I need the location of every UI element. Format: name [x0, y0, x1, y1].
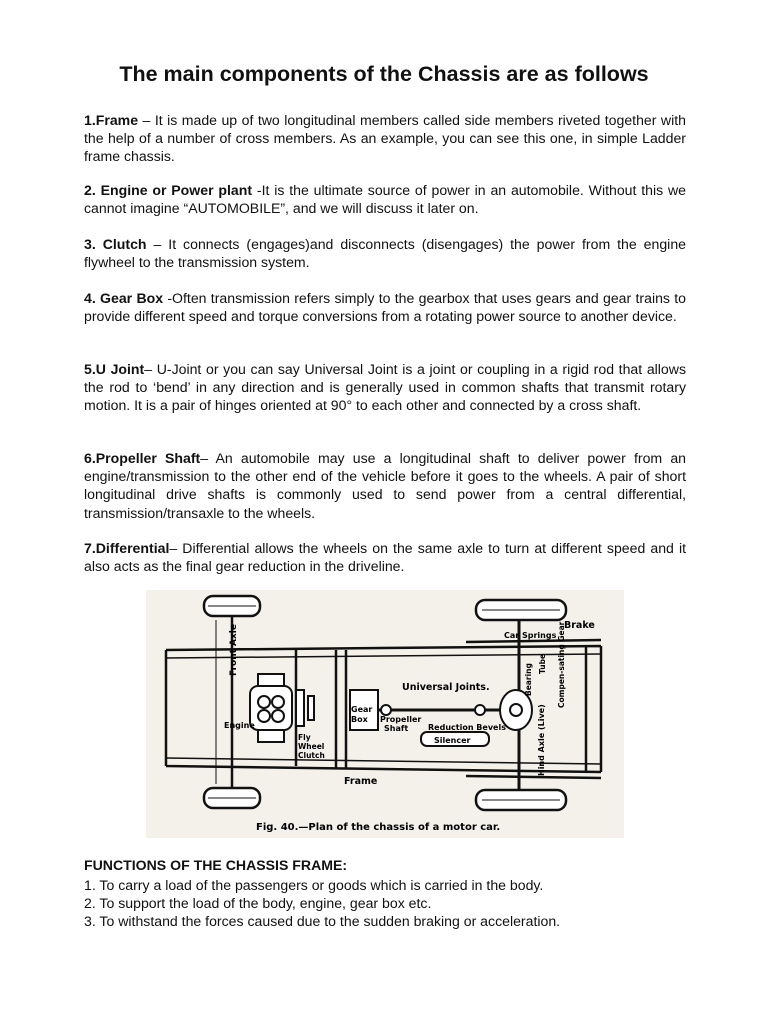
component-label: 3. Clutch [84, 236, 147, 252]
functions-list [84, 876, 560, 931]
list-item: 3. To withstand the forces caused due to the sudden braking or acceleration. [84, 913, 561, 930]
frame-label: Frame [344, 776, 378, 787]
front-axle-label: Front Axle [229, 624, 239, 676]
chassis-diagram [146, 590, 624, 838]
figure-caption: Fig. 40.—Plan of the chassis of a motor car. [256, 822, 501, 833]
front-right-wheel [204, 788, 260, 808]
component-gear-box [84, 289, 686, 325]
component-engine [84, 181, 686, 217]
component-label: 6.Propeller Shaft [84, 450, 201, 466]
component-label: 2. Engine or Power plant [84, 182, 253, 198]
flywheel-label: Fly [298, 733, 311, 742]
component-frame [84, 111, 686, 166]
component-differential [84, 539, 686, 575]
flywheel-label-2: Wheel [298, 742, 325, 751]
tube-label: Tube [538, 653, 547, 674]
component-label: 5.U Joint [84, 361, 145, 377]
car-springs-label: Car Springs [504, 631, 557, 640]
shaft-label: Shaft [384, 724, 409, 733]
component-label: 7.Differential [84, 540, 170, 556]
propeller-label: Propeller [380, 715, 422, 724]
functions-heading: FUNCTIONS OF THE CHASSIS FRAME: [84, 857, 348, 873]
compensating-gear-label: Compen-sating Gear [557, 621, 566, 708]
list-item: 1. To carry a load of the passengers or goods which is carried in the body. [84, 877, 544, 893]
component-label: 1.Frame [84, 112, 139, 128]
component-text: – U-Joint or you can say Universal Joint is a joint or coupling in a rigid rod that allows the rod to ‘bend’ in any direction and is generally used in common shafts that transmit rotary motion. It is a pair of hinges oriented at 90° to each other and connected by a cross shaft. [84, 361, 686, 414]
engine-label: Engine [224, 721, 255, 730]
reduction-bevels-label: Reduction Bevels [428, 723, 506, 732]
box-label: Box [351, 715, 368, 724]
clutch-label: Clutch [298, 751, 325, 760]
page-title: The main components of the Chassis are as follows [119, 62, 649, 86]
front-left-wheel [204, 596, 260, 616]
gear-label: Gear [351, 705, 373, 714]
flywheel [296, 690, 314, 726]
component-label: 4. Gear Box [84, 290, 164, 306]
hind-axle-label: Hind Axle (Live) [537, 704, 546, 776]
component-text: – It is made up of two longitudinal members called side members riveted together with the help of a number of cross members. As an example, you can see this one, in simple Ladder frame chassis. [84, 112, 686, 165]
universal-joints-label: Universal Joints. [402, 682, 490, 693]
bearing-label: Bearing [524, 663, 533, 696]
list-item: 2. To support the load of the body, engine, gear box etc. [84, 895, 432, 912]
component-clutch [84, 235, 686, 271]
rear-left-wheel [476, 600, 566, 620]
component-text: -Often transmission refers simply to the gearbox that uses gears and gear trains to provide different speed and torque conversions from a rotating power source to another device. [84, 290, 686, 325]
component-u-joint [84, 360, 686, 415]
silencer-label: Silencer [434, 736, 471, 745]
component-text: – It connects (engages)and disconnects (disengages) the power from the engine flywheel to the transmission system. [84, 236, 686, 271]
component-text: – Differential allows the wheels on the same axle to turn at different speed and it also acts as the final gear reduction in the driveline. [84, 540, 686, 575]
component-text: – An automobile may use a longitudinal shaft to deliver power from an engine/transmission to the other end of the vehicle before it goes to the wheels. A pair of short longitudinal drive shafts is commonly used to send power from a central differential, transmission/transaxle to the wheels. [84, 450, 686, 521]
brake-label: Brake [564, 620, 595, 631]
component-text: -It is the ultimate source of power in an automobile. Without this we cannot imagine “AUTOMOBILE”, and we will discuss it later on. [84, 182, 686, 217]
rear-right-wheel [476, 790, 566, 810]
component-propeller-shaft [84, 449, 686, 522]
